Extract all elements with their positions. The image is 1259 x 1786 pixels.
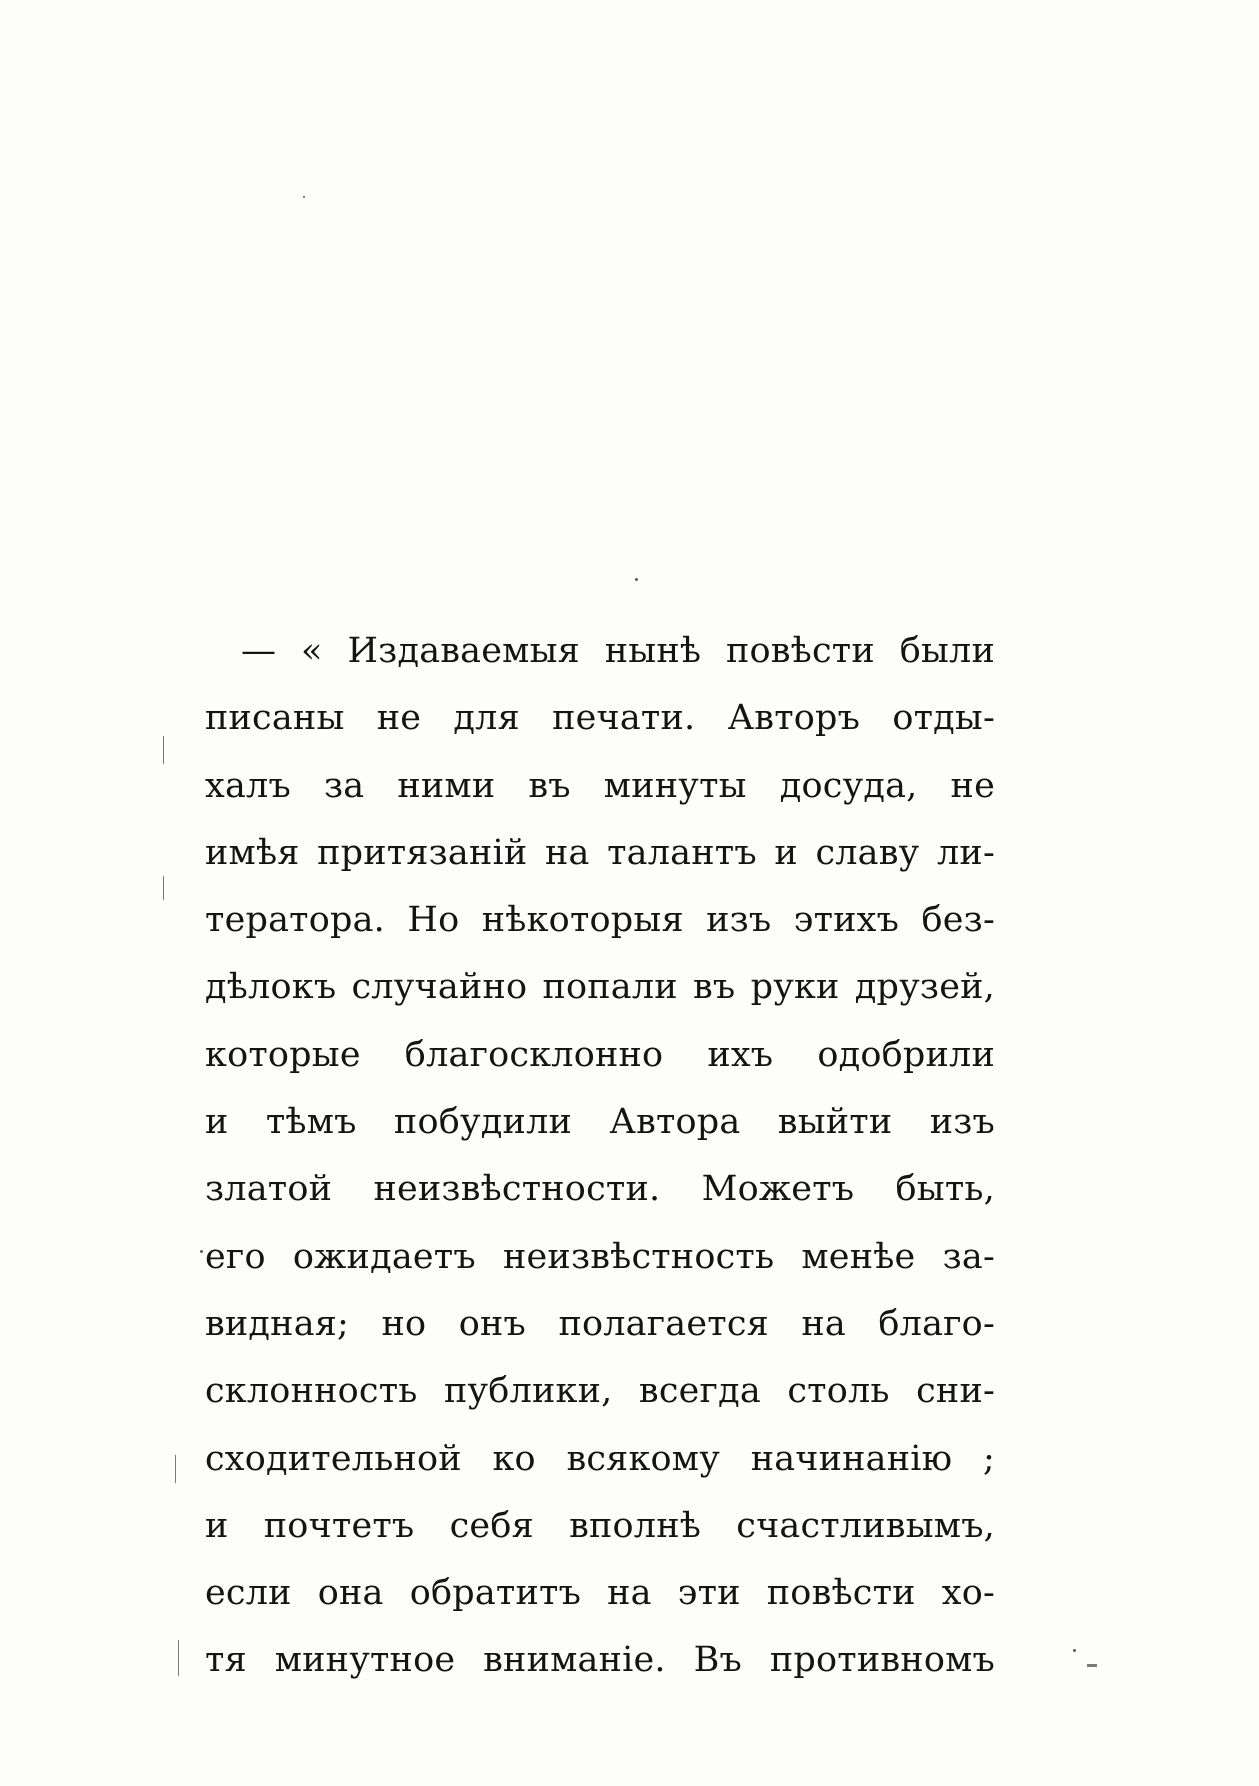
text-line: видная; но онъ полагается на благо-	[205, 1303, 995, 1344]
text-line: сходительной ко всякому начинанію ;	[205, 1438, 995, 1479]
margin-mark	[175, 1455, 176, 1483]
margin-mark	[163, 876, 164, 900]
scan-mark	[1087, 1664, 1097, 1667]
margin-mark	[178, 1640, 179, 1676]
text-line: если она обратитъ на эти повѣсти хо-	[205, 1573, 995, 1614]
scan-speck	[200, 1250, 203, 1253]
scan-speck	[635, 578, 638, 581]
text-line: его ожидаетъ неизвѣстность менѣе за-	[205, 1236, 995, 1277]
text-line: и тѣмъ побудили Автора выйти изъ	[205, 1102, 995, 1143]
text-line: склонность публики, всегда столь сни-	[205, 1371, 995, 1412]
text-line: и почтетъ себя вполнѣ счастливымъ,	[205, 1505, 995, 1546]
text-line: имѣя притязаній на талантъ и славу ли-	[205, 832, 995, 873]
margin-mark	[163, 736, 164, 764]
text-line: которые благосклонно ихъ одобрили	[205, 1034, 995, 1075]
text-line: тя минутное вниманіе. Въ противномъ	[205, 1640, 995, 1681]
preface-paragraph	[205, 618, 995, 1695]
text-line: писаны не для печати. Авторъ отды-	[205, 698, 995, 739]
text-line: тератора. Но нѣкоторыя изъ этихъ без-	[205, 900, 995, 941]
text-line: халъ за ними въ минуты досуда, не	[205, 765, 995, 806]
text-line: златой неизвѣстности. Можетъ быть,	[205, 1169, 995, 1210]
scan-speck	[1073, 1649, 1076, 1652]
scan-speck	[303, 196, 305, 198]
text-line: — « Издаваемыя нынѣ повѣсти были	[241, 631, 995, 671]
text-line: дѣлокъ случайно попали въ руки друзей,	[205, 967, 995, 1008]
